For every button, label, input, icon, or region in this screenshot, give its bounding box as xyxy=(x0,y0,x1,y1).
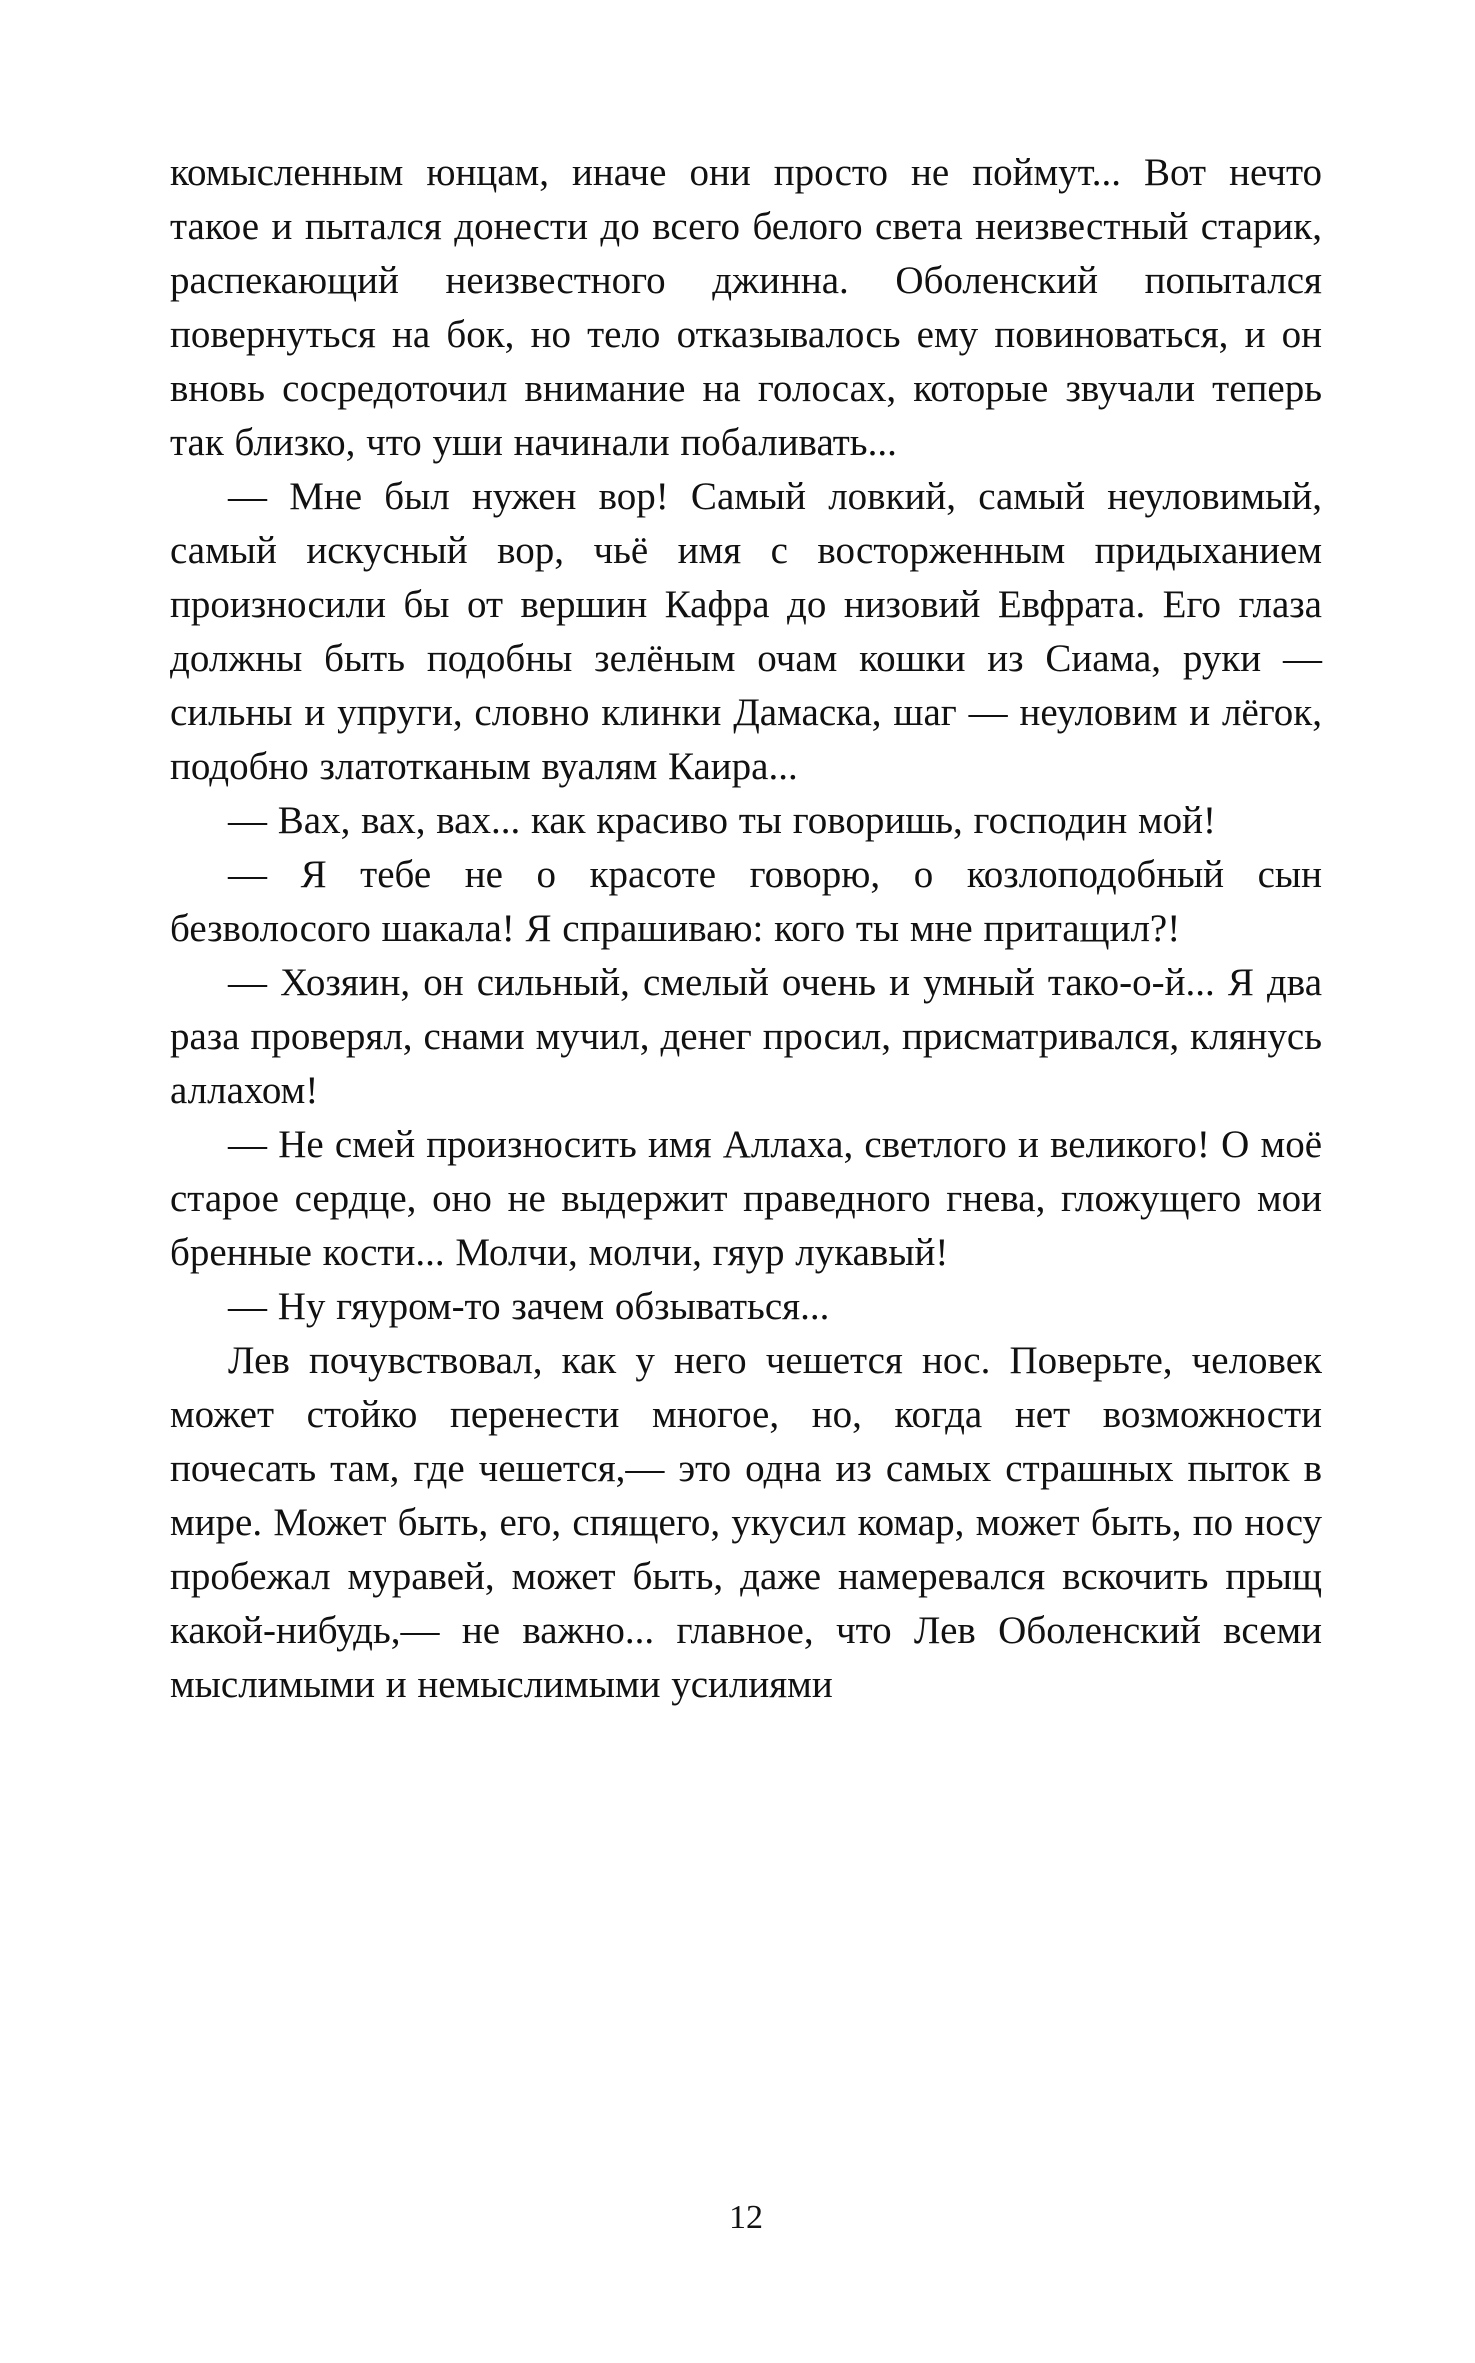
paragraph: — Вах, вах, вах... как красиво ты говоришь, господин мой! xyxy=(228,799,1216,842)
paragraph: — Ну гяуром-то зачем обзываться... xyxy=(228,1285,830,1328)
paragraph: — Мне был нужен вор! Самый ловкий, самый неуловимый, самый искусный вор, чьё имя с восторженным придыханием произносили бы от вершин Кафра до низовий Евфрата. Его глаза должны быть подобны зелёным очам кошки из Сиама, руки — сильны и упруги, словно клинки Дамаска, шаг — неуловим и лёгок, подобно златотканым вуалям Каира... xyxy=(170,475,1322,788)
paragraph: — Хозяин, он сильный, смелый очень и умный тако-о-й... Я два раза проверял, снами мучил, денег просил, присматривался, клянусь аллахом! xyxy=(170,961,1322,1112)
paragraph: — Не смей произносить имя Аллаха, светлого и великого! О моё старое сердце, оно не выдержит праведного гнева, гложущего мои бренные кости... Молчи, молчи, гяур лукавый! xyxy=(170,1123,1322,1274)
paragraph: — Я тебе не о красоте говорю, о козлоподобный сын безволосого шакала! Я спрашиваю: кого ты мне притащил?! xyxy=(170,853,1322,950)
text-block xyxy=(170,146,1322,1712)
paragraph: Лев почувствовал, как у него чешется нос. Поверьте, человек может стойко перенести многое, но, когда нет возможности почесать там, где чешется,— это одна из самых страшных пыток в мире. Может быть, его, спящего, укусил комар, может быть, по носу пробежал муравей, может быть, даже намеревался вскочить прыщ какой-нибудь,— не важно... главное, что Лев Оболенский всеми мыслимыми и немыслимыми усилиями xyxy=(170,1339,1322,1706)
paragraph: комысленным юнцам, иначе они просто не поймут... Вот нечто такое и пытался донести до всего белого света неизвестный старик, распекающий неизвестного джинна. Оболенский попытался повернуться на бок, но тело отказывалось ему повиноваться, и он вновь сосредоточил внимание на голосах, которые звучали теперь так близко, что уши начинали побаливать... xyxy=(170,151,1322,464)
page-number: 12 xyxy=(729,2199,763,2236)
